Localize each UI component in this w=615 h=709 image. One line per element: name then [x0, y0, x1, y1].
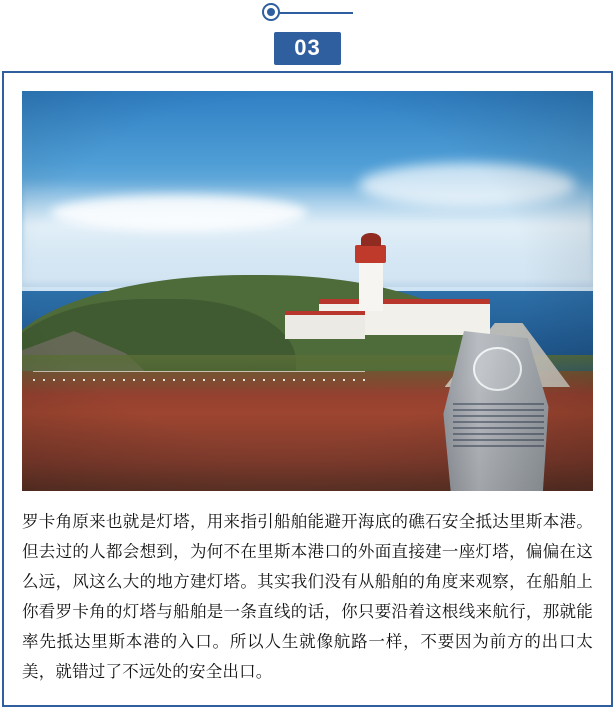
article-photo: [22, 91, 593, 491]
top-ornament: [0, 0, 615, 26]
photo-vignette: [22, 91, 593, 491]
section-number-badge: 03: [274, 32, 340, 65]
photo-illustration: [22, 91, 593, 491]
content-card: [2, 71, 613, 707]
ornament-dot-icon: [267, 8, 275, 16]
section-badge-wrap: [0, 32, 615, 65]
article-paragraph: 罗卡角原来也就是灯塔，用来指引船舶能避开海底的礁石安全抵达里斯本港。但去过的人都会想到，为何不在里斯本港口的外面直接建一座灯塔，偏偏在这么远，风这么大的地方建灯塔。其实我们没有从船舶的角度来观察，在船舶上你看罗卡角的灯塔与船舶是一条直线的话，你只要沿着这根线来航行，那就能率先抵达里斯本港的入口。所以人生就像航路一样，不要因为前方的出口太美，就错过了不远处的安全出口。: [22, 512, 593, 681]
